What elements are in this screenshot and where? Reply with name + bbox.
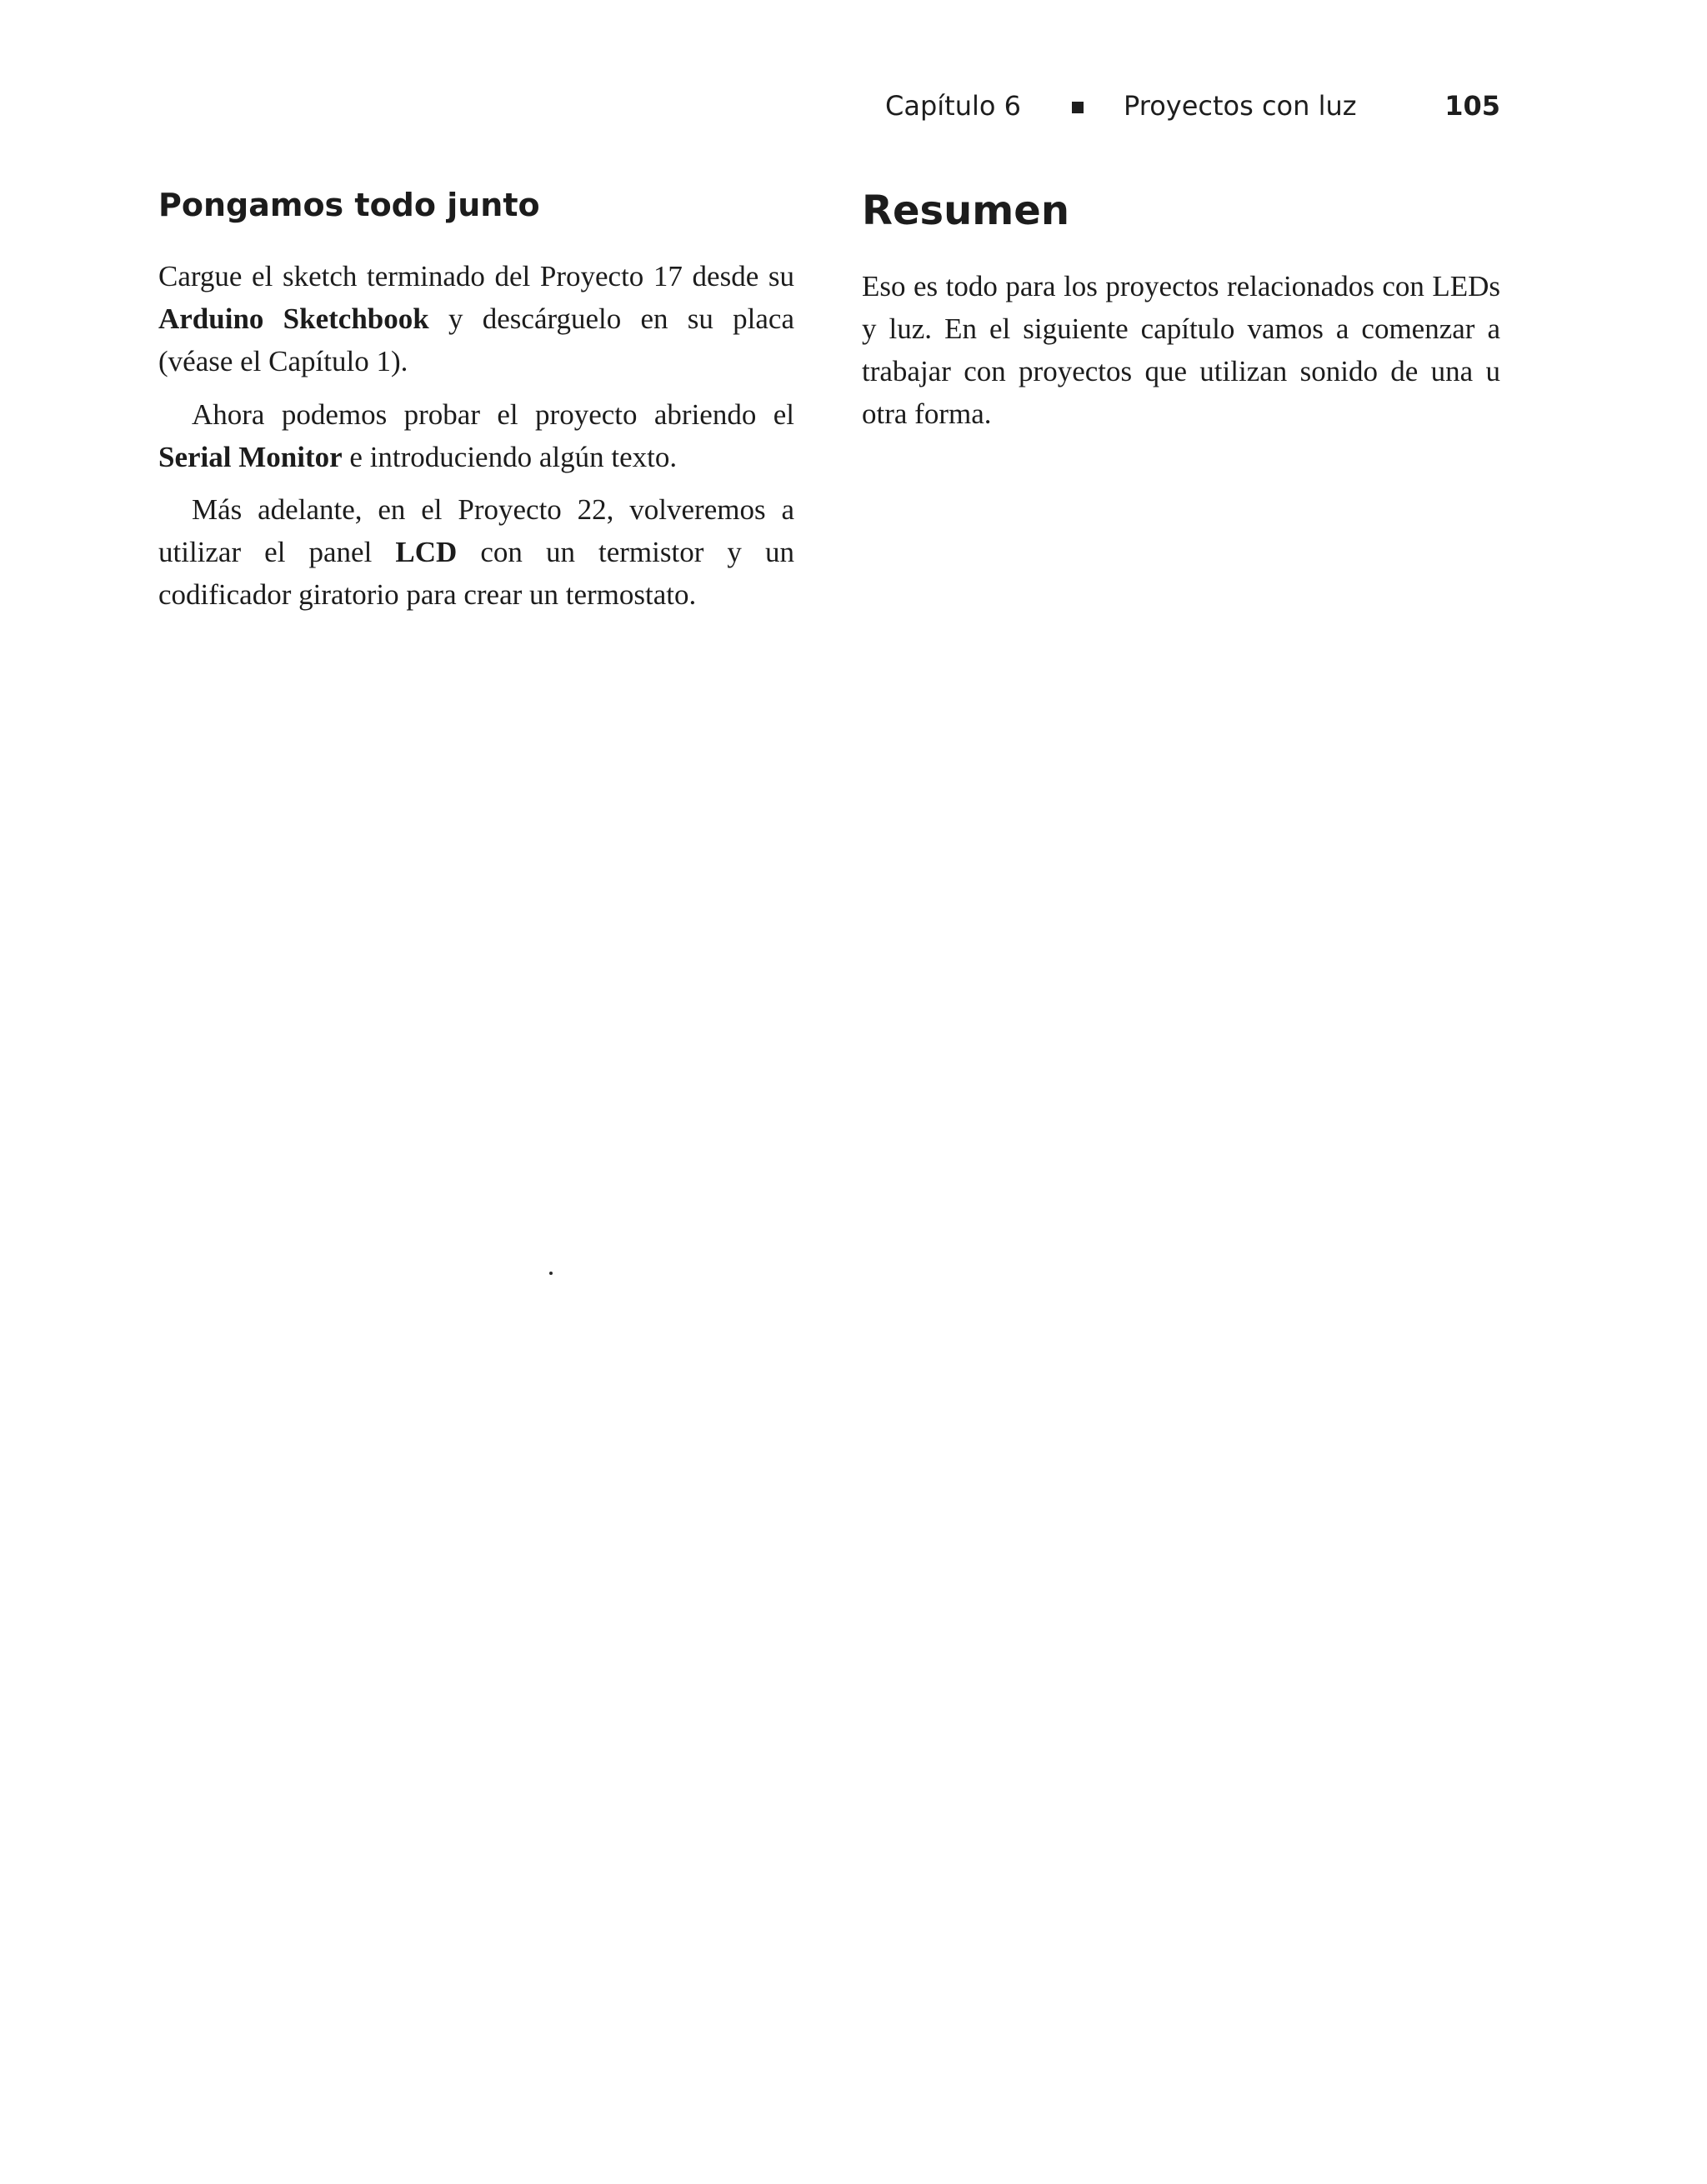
- paragraph-text: e introduciendo algún texto.: [342, 441, 678, 473]
- bold-term-lcd: LCD: [395, 536, 458, 568]
- running-header: [884, 87, 1500, 127]
- paragraph-resumen: Eso es todo para los proyectos relacionados con LEDs y luz. En el siguiente capítulo vamos a comenzar a trabajar con proyectos que utilizan sonido de una u otra forma.: [862, 270, 1500, 430]
- paragraph-cargue: [158, 255, 794, 382]
- scan-speck: [549, 1272, 553, 1275]
- paragraph-text: Ahora podemos probar el proyecto abriendo el: [192, 398, 794, 431]
- paragraph-ahora: [158, 393, 794, 478]
- square-bullet-icon: [1072, 102, 1084, 113]
- bold-term-arduino-sketchbook: Arduino Sketchbook: [158, 302, 429, 335]
- paragraph-mas-adelante: [158, 488, 794, 616]
- page-number: 105: [1444, 90, 1500, 122]
- paragraph-text: con un termistor y un codificador giratorio para crear un termostato.: [158, 536, 794, 611]
- section-heading-pongamos: Pongamos todo junto: [158, 187, 540, 223]
- header-section: Proyectos con luz: [1124, 90, 1357, 122]
- section-heading-resumen: Resumen: [862, 187, 1069, 234]
- header-chapter: Capítulo 6: [885, 90, 1021, 122]
- paragraph-text: Cargue el sketch terminado del Proyecto 17 desde su: [158, 260, 794, 292]
- paragraph-text: y descárguelo en su placa (véase el Capítulo 1).: [158, 302, 795, 377]
- paragraph-text: Más adelante, en el Proyecto 22, volveremos a utilizar el panel: [158, 493, 794, 568]
- bold-term-serial-monitor: Serial Monitor: [158, 441, 343, 473]
